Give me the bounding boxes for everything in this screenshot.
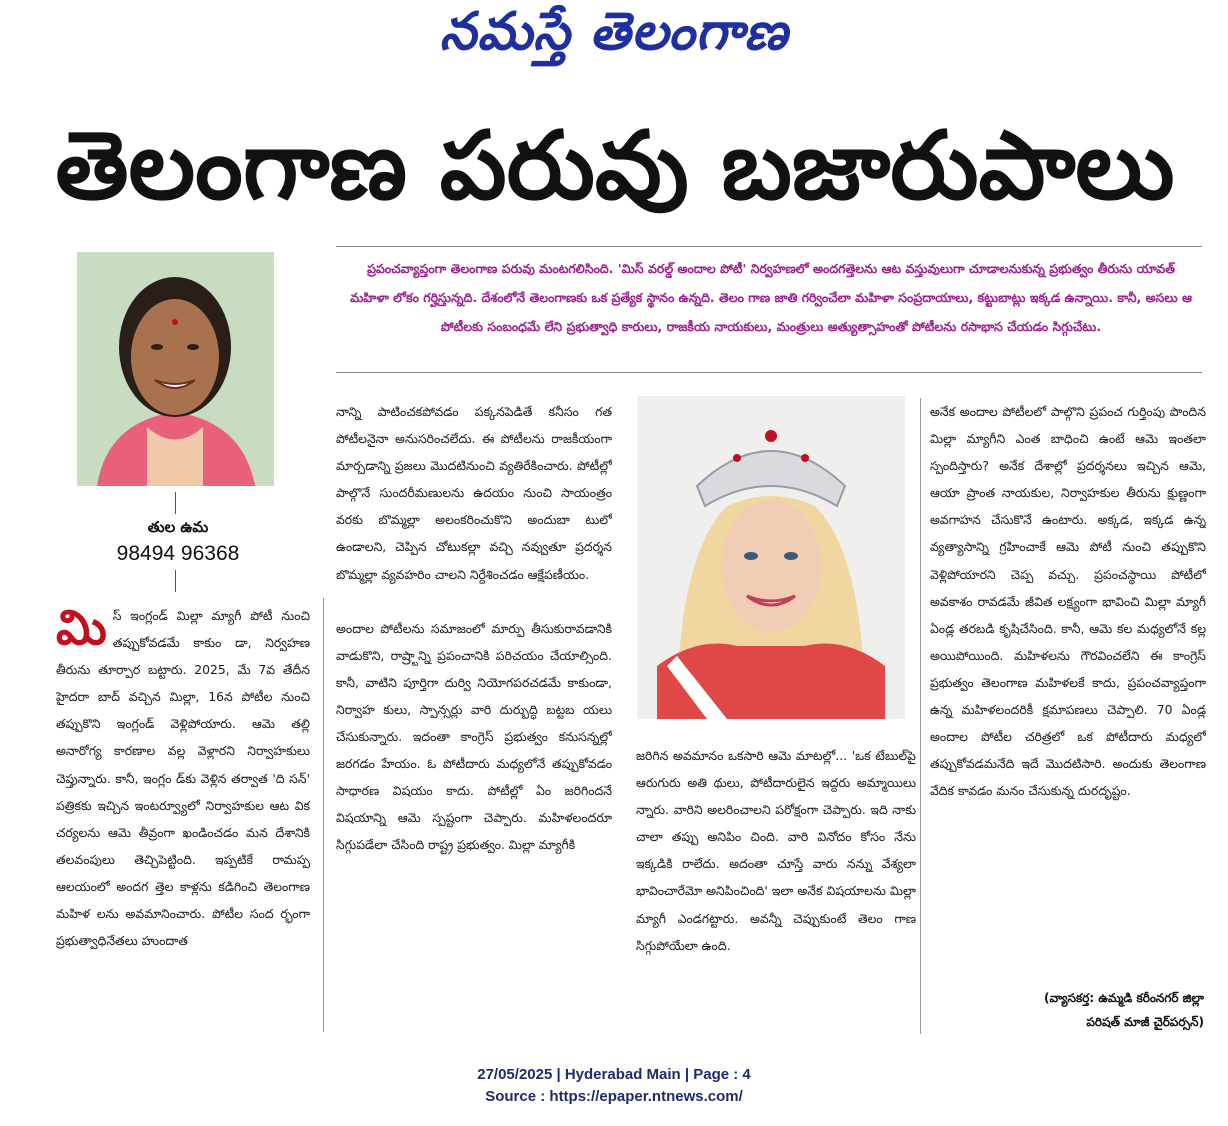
author-photo: [77, 252, 274, 486]
author-divider-top: [175, 492, 176, 514]
author-credit: [930, 986, 1204, 1034]
author-phone: 98494 96368: [116, 542, 240, 565]
article-column-3: జరిగిన అవమానం ఒకసారి ఆమె మాటల్లో... 'ఒక టేబుల్‌పై ఆరుగురు అతి థులు, పోటీదారులైన ఇద్దరు అమ్మాయిలు న్నారు. వారిని అలరించాలని పరోక్షంగా చెప్పారు. ఇది నాకు చాలా తప్పు అనిపిం చింది. వారి వినోదం కోసం నేను ఇక్కడికి రాలేదు. అదంతా చూస్తే వారు నన్ను వేశ్యలా భావించారేమో అనిపించింది' ఇలా అనేక విషయాలను మిల్లా మ్యాగీ ఎండగట్టారు. అవన్నీ చెప్పుకుంటే తెలం గాణ సిగ్గుపోయేలా ఉంది.: [636, 748, 916, 953]
column-divider: [323, 598, 324, 1032]
author-name: తుల ఉమ: [147, 518, 209, 536]
column-2-paragraph-2: అందాల పోటీలను సమాజంలో మార్పు తీసుకురావడానికి వాడుకొని, రాష్ర్టాన్ని ప్రపంచానికి పరిచయం చేయాల్సింది. కానీ, వాటిని పూర్తిగా దుర్వి నియోగపరచడమే కాకుండా, నిర్వాహ కులు, స్పాన్సర్లు వారి దుర్బుద్ధి బట్టబ యలు చేసుకున్నారు. ఇదంతా కాంగ్రెస్ ప్రభుత్వం కనుసన్నల్లో జరగడం హేయం. ఓ పోటీదారు మధ్యలోనే తప్పుకోవడం సాధారణ విషయం కాదు. పోటీల్లో ఏం జరిగిందనే విషయాన్ని ఆమె స్పష్టంగా చెప్పారు. మహిళలందరూ సిగ్గుపడేలా చేసింది రాష్ట్ర ప్రభుత్వం. మిల్లా మ్యాగీకి: [336, 620, 612, 853]
drop-cap: మి: [56, 602, 107, 656]
author-credit-line-2: పరిషత్ మాజీ చైర్‌పర్సన్): [1086, 1015, 1204, 1029]
source-link[interactable]: Source : https://epaper.ntnews.com/: [485, 1088, 743, 1105]
article-column-4: అనేక అందాల పోటీలలో పాల్గొని ప్రపంచ గుర్తింపు పొందిన మిల్లా మ్యాగీని ఎంత బాధించి ఉంటే ఆమె ఇంతలా స్పందిస్తారు? అనేక దేశాల్లో ప్రదర్శనలు ఇచ్చిన ఆమె, ఆయా ప్రాంత నాయకుల, నిర్వాహకుల తీరును క్షుణ్ణంగా అవగాహన చేసుకొనే ఉంటారు. అక్కడ, ఇక్కడ ఉన్న వ్యత్యాసాన్ని గ్రహించాకే ఆమె పోటీ నుంచి తప్పుకొని వెళ్లిపోయారని చెప్ప వచ్చు. ప్రపంచస్థాయి పోటీలో అవకాశం రావడమే జీవిత లక్ష్యంగా భావించి మిల్లా మ్యాగీ ఏండ్ల తరబడి కృషిచేసింది. కానీ, ఆమె కల మధ్యలోనే కల్ల అయిపోయింది. మహిళలను గౌరవించలేని ఈ కాంగ్రెస్ ప్రభుత్వం తెలంగాణ మహిళలకే కాదు, ప్రపంచవ్యాప్తంగా ఉన్న మహిళలందరికీ క్షమాపణలు చెప్పాలి. 70 ఏండ్ల అందాల పోటీల చరిత్రలో ఒక పోటీదారు మధ్యలో తప్పుకోవడమనేది ఇదే మొదటిసారి. అందుకు తెలంగాణ వేదిక కావడం మనం చేసుకున్న దురదృష్టం.: [930, 404, 1206, 799]
article-lead: ప్రపంచవ్యాప్తంగా తెలంగాణ పరువు మంటగలిసింది. 'మిస్ వరల్డ్ అందాల పోటీ' నిర్వహణలో అందగత్తెలను ఆట వస్తువులుగా చూడాలనుకున్న ప్రభుత్వం తీరును యావత్ మహిళా లోకం గర్హిస్తున్నది. దేశంలోనే తెలంగాణకు ఒక ప్రత్యేక స్థానం ఉన్నది. తెలం గాణ జాతి గర్వించేలా మహిళా సంప్రదాయాలు, కట్టుబాట్లు ఇక్కడ ఉన్నాయి. కానీ, అసలు ఆ పోటీలకు సంబంధమే లేని ప్రభుత్వాధి కారులు, రాజకీయ నాయకులు, మంత్రులు అత్యుత్సాహంతో పోటీలను రసాభాస చేయడం సిగ్గుచేటు.: [350, 261, 1192, 334]
edition-info: 27/05/2025 | Hyderabad Main | Page : 4: [477, 1066, 751, 1083]
article-column-2: [336, 398, 612, 1032]
article-photo: [637, 396, 905, 719]
article-headline: తెలంగాణ పరువు బజారుపాలు: [55, 112, 1175, 221]
column-2-paragraph-1: నాన్ని పాటించకపోవడం పక్కనపెడితే కనీసం గత పోటీలనైనా అనుసరించలేదు. ఈ పోటీలను రాజకీయంగా మార్చడాన్ని ప్రజలు మొదటినుంచి వ్యతిరేకించారు. పోటీల్లో పాల్గొనే సుందరీమణులను ఉదయం నుంచి సాయంత్రం వరకు బొమ్మల్లా అలంకరించుకొని అందుబా టులో ఉండాలని, చెప్పిన చోటుకల్లా వచ్చి నవ్వుతూ ప్రదర్శన బొమ్మల్లా వ్యవహరిం చాలని నిర్దేశించడం ఆక్షేపణీయం.: [336, 404, 612, 582]
column-divider: [920, 398, 921, 1034]
lead-top-rule: [336, 246, 1202, 247]
column-1-text: స్ ఇంగ్లండ్ మిల్లా మ్యాగీ పోటీ నుంచి తప్పుకోవడమే కాకుం డా, నిర్వహణ తీరును తూర్పార బట్టారు. 2025, మే 7వ తేదీన హైదరా బాద్ వచ్చిన మిల్లా, 16న పోటీల నుంచి తప్పుకొని ఇంగ్లండ్ వెళ్లిపోయారు. ఆమె తల్లి అనారోగ్య కారణాల వల్ల వెళ్లారని నిర్వాహకులు చెప్తున్నారు. కానీ, ఇంగ్లం డ్‌కు వెళ్లిన తర్వాత 'ది సన్' పత్రికకు ఇచ్చిన ఇంటర్వ్యూలో నిర్వాహకుల ఆట విక చర్యలను ఆమె తీవ్రంగా ఖండించడం మన దేశానికి తలవంపులు తెచ్చిపెట్టింది. ఇప్పటికే రామప్ప ఆలయంలో అందగ త్తెల కాళ్లను కడిగించి తెలంగాణ మహిళ లను అవమానించారు. పోటీల సంద ర్భంగా ప్రభుత్వాధినేతలు హుందాత: [56, 608, 310, 949]
lead-bottom-rule: [336, 372, 1202, 373]
author-divider-bottom: [175, 570, 176, 592]
newspaper-masthead: నమస్తే తెలంగాణ: [439, 2, 789, 62]
article-column-1: [56, 602, 310, 1028]
author-credit-line-1: (వ్యాసకర్త: ఉమ్మడి కరీంనగర్ జిల్లా: [1043, 991, 1204, 1005]
